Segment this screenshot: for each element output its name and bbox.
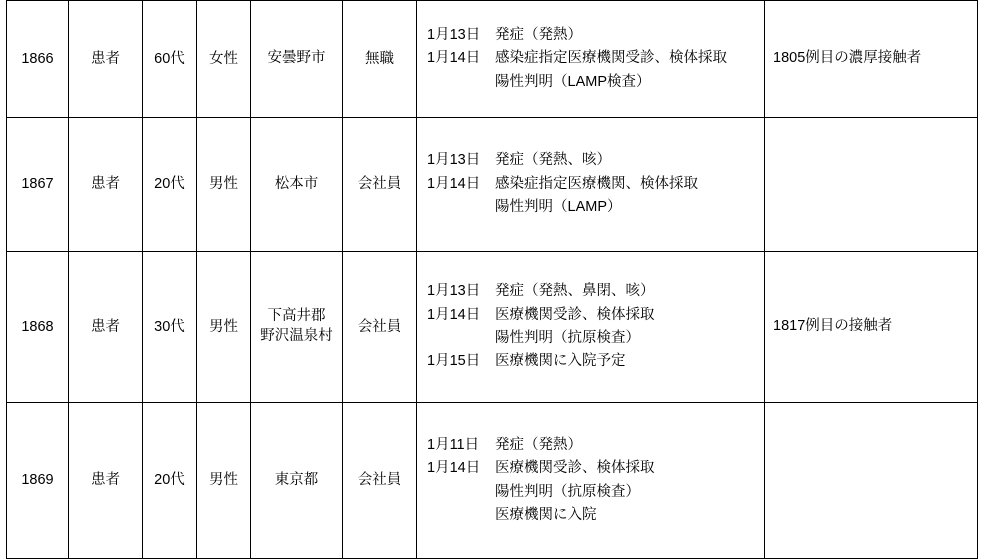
course-line <box>427 47 764 70</box>
course-text: 陽性判明（抗原検査） <box>495 330 640 346</box>
case-table <box>6 0 978 559</box>
table-row <box>7 1 978 118</box>
cell-remarks <box>765 252 978 403</box>
cell-patient-type <box>69 403 143 559</box>
cell-patient-type-text: 患者 <box>91 472 120 489</box>
course-text: 感染症指定医療機関受診、検体採取 <box>495 50 727 67</box>
cell-age-group <box>143 1 197 118</box>
cell-case-number <box>7 1 69 118</box>
course-line <box>427 149 764 172</box>
course-text: 医療機関受診、検体採取 <box>495 306 655 323</box>
cell-remarks <box>765 118 978 252</box>
cell-case-number <box>7 118 69 252</box>
cell-residence-text: 東京都 <box>274 471 319 488</box>
cell-residence-text: 松本市 <box>274 175 319 192</box>
course-line <box>427 24 764 47</box>
course-text: 発症（発熱、咳） <box>495 152 611 169</box>
cell-remarks <box>765 403 978 559</box>
cell-patient-type-text: 患者 <box>91 50 120 67</box>
table-row <box>7 252 978 403</box>
course-text: 発症（発熱） <box>495 26 582 43</box>
remarks-text: 1817例目の接触者 <box>773 318 893 335</box>
cell-case-number-text: 1866 <box>21 50 54 67</box>
course-line <box>427 327 764 350</box>
cell-age-group <box>143 118 197 252</box>
course-date: 1月14日 <box>427 50 481 67</box>
course-date: 1月13日 <box>427 152 481 169</box>
cell-occupation-text: 会社員 <box>357 176 402 193</box>
course-line <box>427 280 764 303</box>
cell-sex <box>197 1 251 118</box>
course-line <box>427 504 764 527</box>
cell-sex-text: 男性 <box>209 176 238 193</box>
cell-sex <box>197 403 251 559</box>
cell-patient-type <box>69 1 143 118</box>
cell-clinical-course <box>417 1 765 118</box>
cell-clinical-course <box>417 252 765 403</box>
cell-residence-text: 下高井郡 野沢温泉村 <box>260 308 333 344</box>
cell-age-group <box>143 403 197 559</box>
course-date: 1月13日 <box>427 26 481 43</box>
remarks-text: 1805例目の濃厚接触者 <box>773 50 922 67</box>
cell-age-group <box>143 252 197 403</box>
course-text: 医療機関に入院予定 <box>495 353 626 370</box>
table-row <box>7 118 978 252</box>
cell-patient-type-text: 患者 <box>91 176 120 193</box>
cell-residence <box>251 403 343 559</box>
cell-sex <box>197 252 251 403</box>
course-text: 発症（発熱、鼻閉、咳） <box>495 283 655 300</box>
course-date: 1月14日 <box>427 175 481 192</box>
cell-occupation <box>343 1 417 118</box>
course-text: 陽性判明（LAMP検査） <box>495 73 651 90</box>
cell-residence <box>251 252 343 403</box>
cell-sex-text: 女性 <box>209 50 238 67</box>
cell-age-group-text: 20代 <box>154 176 185 193</box>
course-line <box>427 434 764 457</box>
cell-occupation <box>343 252 417 403</box>
cell-residence <box>251 1 343 118</box>
cell-case-number-text: 1868 <box>21 318 54 335</box>
cell-patient-type <box>69 118 143 252</box>
cell-remarks <box>765 1 978 118</box>
course-text: 医療機関に入院 <box>495 506 597 523</box>
cell-case-number <box>7 252 69 403</box>
cell-age-group-text: 30代 <box>154 318 185 335</box>
course-text: 感染症指定医療機関、検体採取 <box>495 175 698 192</box>
cell-residence-text: 安曇野市 <box>267 50 326 67</box>
cell-age-group-text: 20代 <box>154 472 185 489</box>
course-line <box>427 196 764 219</box>
table-row <box>7 403 978 559</box>
cell-age-group-text: 60代 <box>154 50 185 67</box>
cell-residence <box>251 118 343 252</box>
cell-sex-text: 男性 <box>209 472 238 489</box>
cell-occupation <box>343 118 417 252</box>
cell-occupation-text: 会社員 <box>357 472 402 489</box>
cell-patient-type-text: 患者 <box>91 318 120 335</box>
course-line <box>427 304 764 327</box>
course-text: 陽性判明（LAMP） <box>495 199 622 216</box>
course-line <box>427 71 764 94</box>
cell-occupation <box>343 403 417 559</box>
course-date: 1月14日 <box>427 306 481 323</box>
course-text: 発症（発熱） <box>495 436 582 453</box>
case-table-body <box>7 1 978 559</box>
course-date: 1月13日 <box>427 283 481 300</box>
cell-occupation-text: 無職 <box>365 50 394 67</box>
cell-case-number-text: 1869 <box>21 472 54 489</box>
cell-clinical-course <box>417 403 765 559</box>
cell-sex <box>197 118 251 252</box>
cell-clinical-course <box>417 118 765 252</box>
course-date: 1月15日 <box>427 353 481 370</box>
cell-patient-type <box>69 252 143 403</box>
cell-case-number-text: 1867 <box>21 176 54 193</box>
course-text: 医療機関受診、検体採取 <box>495 460 655 477</box>
cell-case-number <box>7 403 69 559</box>
course-line <box>427 457 764 480</box>
course-date: 1月14日 <box>427 460 481 477</box>
course-line <box>427 350 764 373</box>
course-line <box>427 173 764 196</box>
course-date: 1月11日 <box>427 436 480 453</box>
course-line <box>427 481 764 504</box>
course-text: 陽性判明（抗原検査） <box>495 483 640 500</box>
cell-occupation-text: 会社員 <box>357 318 402 335</box>
cell-sex-text: 男性 <box>209 318 238 335</box>
